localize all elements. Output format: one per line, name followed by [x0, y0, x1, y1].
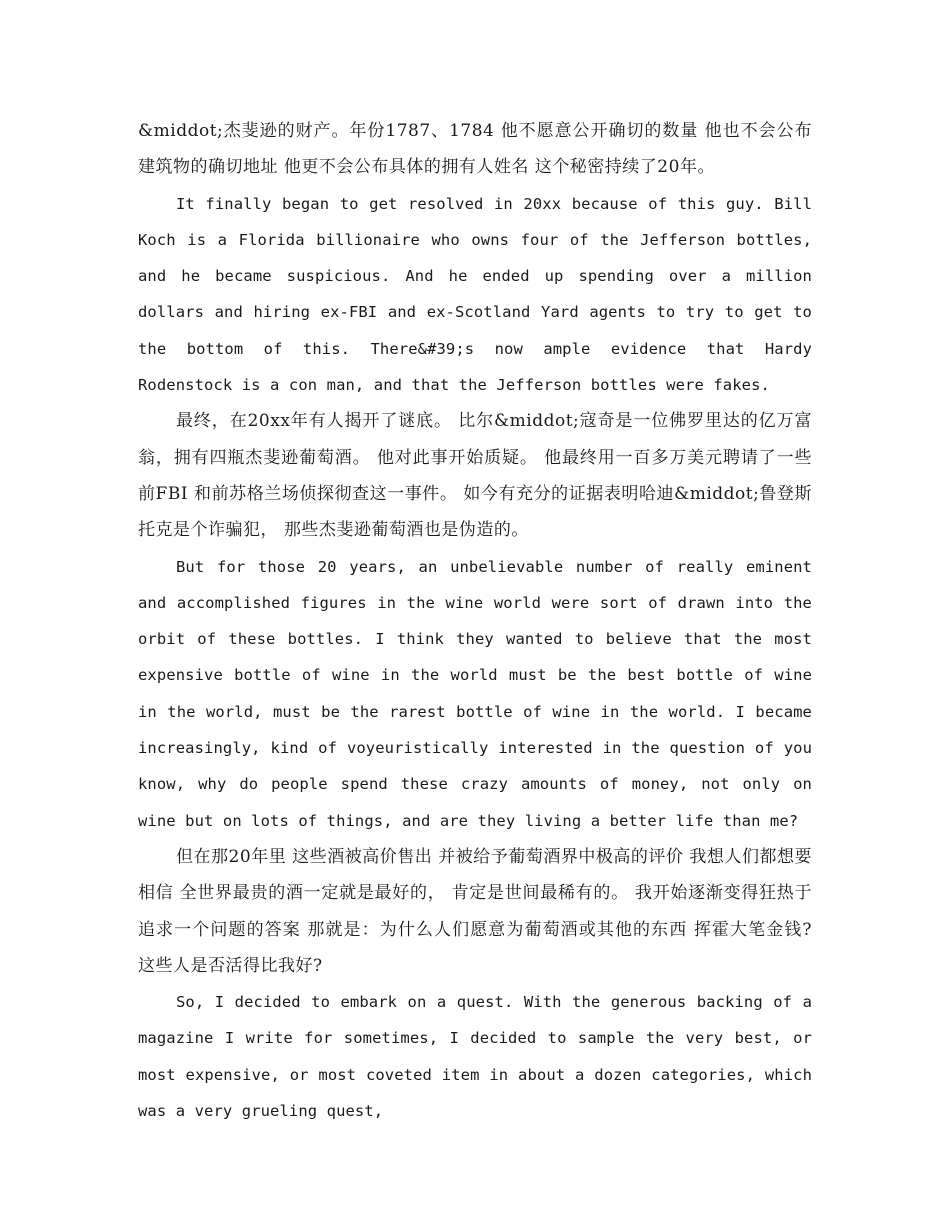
paragraph-4-en: But for those 20 years, an unbelievable number of really eminent and accomplished figures in the wine world were sort of drawn into the orbit of these bottles. I think they wanted to believe that the most expensive bottle of wine in the world must be the best bottle of wine in the world, must be the rarest bottle of wine in the world. I became increasingly, kind of voyeuristically interested in the question of you know, why do people spend these crazy amounts of money, not only on wine but on lots of things, and are they living a better life than me? [138, 557, 812, 830]
paragraph-1-zh: &middot;杰斐逊的财产。年份1787、1784 他不愿意公开确切的数量 他也不会公布建筑物的确切地址 他更不会公布具体的拥有人姓名 这个秘密持续了20年。 [138, 121, 812, 178]
paragraph-6-en: So, I decided to embark on a quest. With the generous backing of a magazine I write for sometimes, I decided to sample the very best, or most expensive, or most coveted item in about a dozen categories, which was a very grueling quest, [138, 993, 812, 1121]
document-page [138, 113, 812, 1129]
paragraph-3-zh: 最终，在20xx年有人揭开了谜底。 比尔&middot;寇奇是一位佛罗里达的亿万富翁，拥有四瓶杰斐逊葡萄酒。 他对此事开始质疑。 他最终用一百多万美元聘请了一些前FBI 和前苏格兰场侦探彻查这一事件。 如今有充分的证据表明哈迪&middot;鲁登斯托克是个诈骗犯， 那些杰斐逊葡萄酒也是伪造的。 [138, 411, 812, 541]
paragraph-5-zh: 但在那20年里 这些酒被高价售出 并被给予葡萄酒界中极高的评价 我想人们都想要相信 全世界最贵的酒一定就是最好的， 肯定是世间最稀有的。 我开始逐渐变得狂热于追求一个问题的答案 那就是：为什么人们愿意为葡萄酒或其他的东西 挥霍大笔金钱? 这些人是否活得比我好? [138, 846, 812, 976]
paragraph-2-en: It finally began to get resolved in 20xx because of this guy. Bill Koch is a Florida billionaire who owns four of the Jefferson bottles, and he became suspicious. And he ended up spending over a million dollars and hiring ex-FBI and ex-Scotland Yard agents to try to get to the bottom of this. There&#39;s now ample evidence that Hardy Rodenstock is a con man, and that the Jefferson bottles were fakes. [138, 194, 812, 395]
